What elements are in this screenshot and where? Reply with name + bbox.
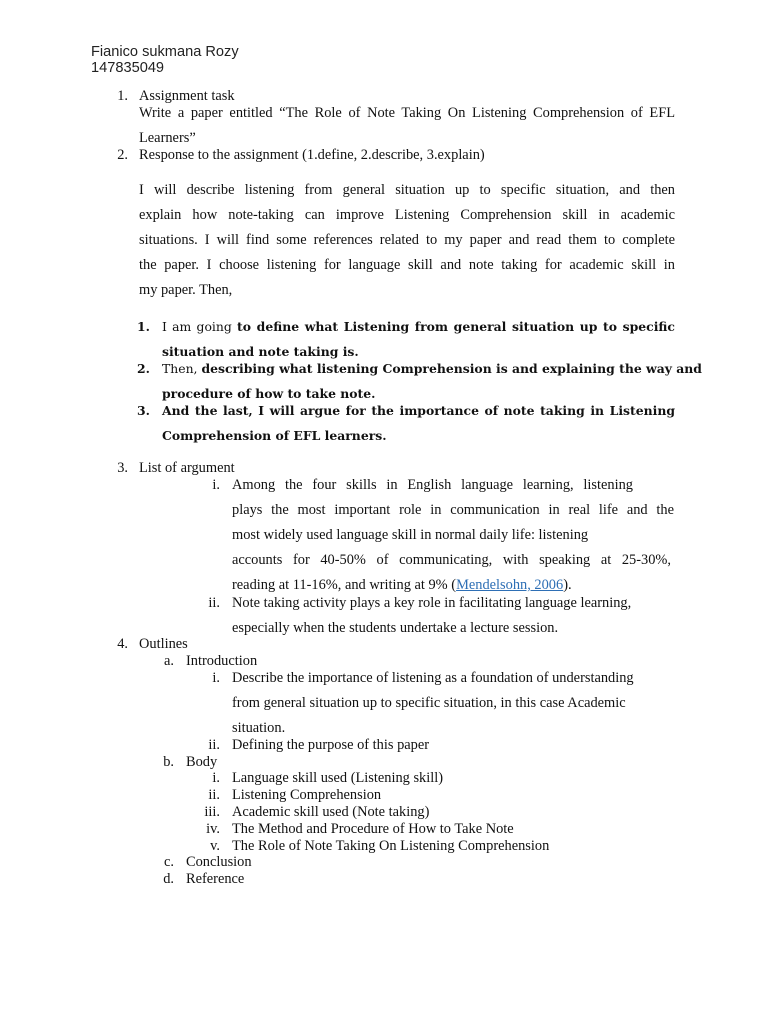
citation-link[interactable]: Mendelsohn, 2006 [456,577,564,593]
argument-line: Note taking activity plays a key role in facilitating language learning, [232,595,632,611]
argument-number: i. [212,477,220,493]
paragraph-line: situations. I will find some references related to my paper and read them to complete [139,232,675,248]
section-number: 3. [117,460,128,476]
outline-label-introduction: Introduction [186,653,258,669]
outline-item-number: i. [212,670,220,686]
step-line-2: situation and note taking is. [162,344,359,359]
author-name: Fianico sukmana Rozy [91,44,239,60]
section-heading-outlines: Outlines [139,636,188,652]
assignment-title-line: Write a paper entitled “The Role of Note Taking On Listening Comprehension of EFL [139,105,675,121]
step-number: 3. [137,403,150,418]
outline-item-number: ii. [208,787,220,803]
argument-line: accounts for 40-50% of communicating, with speaking at 25-30%, [232,552,671,568]
outline-item-number: v. [210,838,220,854]
step-line [162,360,702,378]
outline-item-line: from general situation up to specific situation, in this case Academic [232,695,626,711]
outline-label-conclusion: Conclusion [186,854,252,870]
outline-item-number: ii. [208,737,220,753]
argument-line: plays the most important role in communication in real life and the [232,502,674,518]
argument-line: most widely used language skill in normal daily life: listening [232,527,589,543]
step-intro: I am going [162,319,238,334]
outline-item-number: iii. [204,804,220,820]
section-number: 4. [117,636,128,652]
step-intro: Then, [162,361,202,376]
outline-letter: c. [164,854,174,870]
argument-number: ii. [208,595,220,611]
outline-label-reference: Reference [186,871,245,887]
section-heading-assignment-task: Assignment task [139,88,235,104]
section-heading-list-of-argument: List of argument [139,460,235,476]
outline-item-number: i. [212,770,220,786]
outline-item-line: Defining the purpose of this paper [232,737,430,753]
outline-item-number: iv. [206,821,220,837]
argument-line: especially when the students undertake a lecture session. [232,620,559,636]
outline-item-line: Language skill used (Listening skill) [232,770,444,786]
outline-label-body: Body [186,754,218,770]
step-number: 2. [137,361,150,376]
step-line [162,318,675,336]
step-number: 1. [137,319,150,334]
step-line-2: Comprehension of EFL learners. [162,428,387,443]
paragraph-line: explain how note-taking can improve Listening Comprehension skill in academic [139,207,675,223]
outline-item-line: situation. [232,720,286,736]
assignment-title-line: Learners” [139,130,196,146]
outline-item-line: Listening Comprehension [232,787,382,803]
paragraph-line: the paper. I choose listening for language skill and note taking for academic skill in [139,257,675,273]
step-line-2: procedure of how to take note. [162,386,376,401]
argument-line [232,577,572,594]
outline-item-line: Describe the importance of listening as a foundation of understanding [232,670,634,686]
outline-letter: a. [164,653,174,669]
step-bold-text: describing what listening Comprehension is and explaining the way and [201,361,702,376]
outline-letter: b. [163,754,174,770]
paragraph-line: my paper. Then, [139,282,233,298]
section-number: 2. [117,147,128,163]
step-line: And the last, I will argue for the importance of note taking in Listening [162,403,675,418]
argument-line: Among the four skills in English language learning, listening [232,477,633,493]
outline-item-line: Academic skill used (Note taking) [232,804,430,820]
section-number: 1. [117,88,128,104]
outline-item-line: The Method and Procedure of How to Take Note [232,821,514,837]
outline-letter: d. [163,871,174,887]
student-id: 147835049 [91,60,165,76]
outline-item-line: The Role of Note Taking On Listening Comprehension [232,838,550,854]
step-bold-text: to define what Listening from general situation up to specific [237,319,675,334]
section-heading-response: Response to the assignment (1.define, 2.describe, 3.explain) [139,147,485,163]
argument-text: ). [563,577,572,593]
argument-text: reading at 11-16%, and writing at 9% ( [232,577,457,593]
paragraph-line: I will describe listening from general situation up to specific situation, and then [139,182,675,198]
